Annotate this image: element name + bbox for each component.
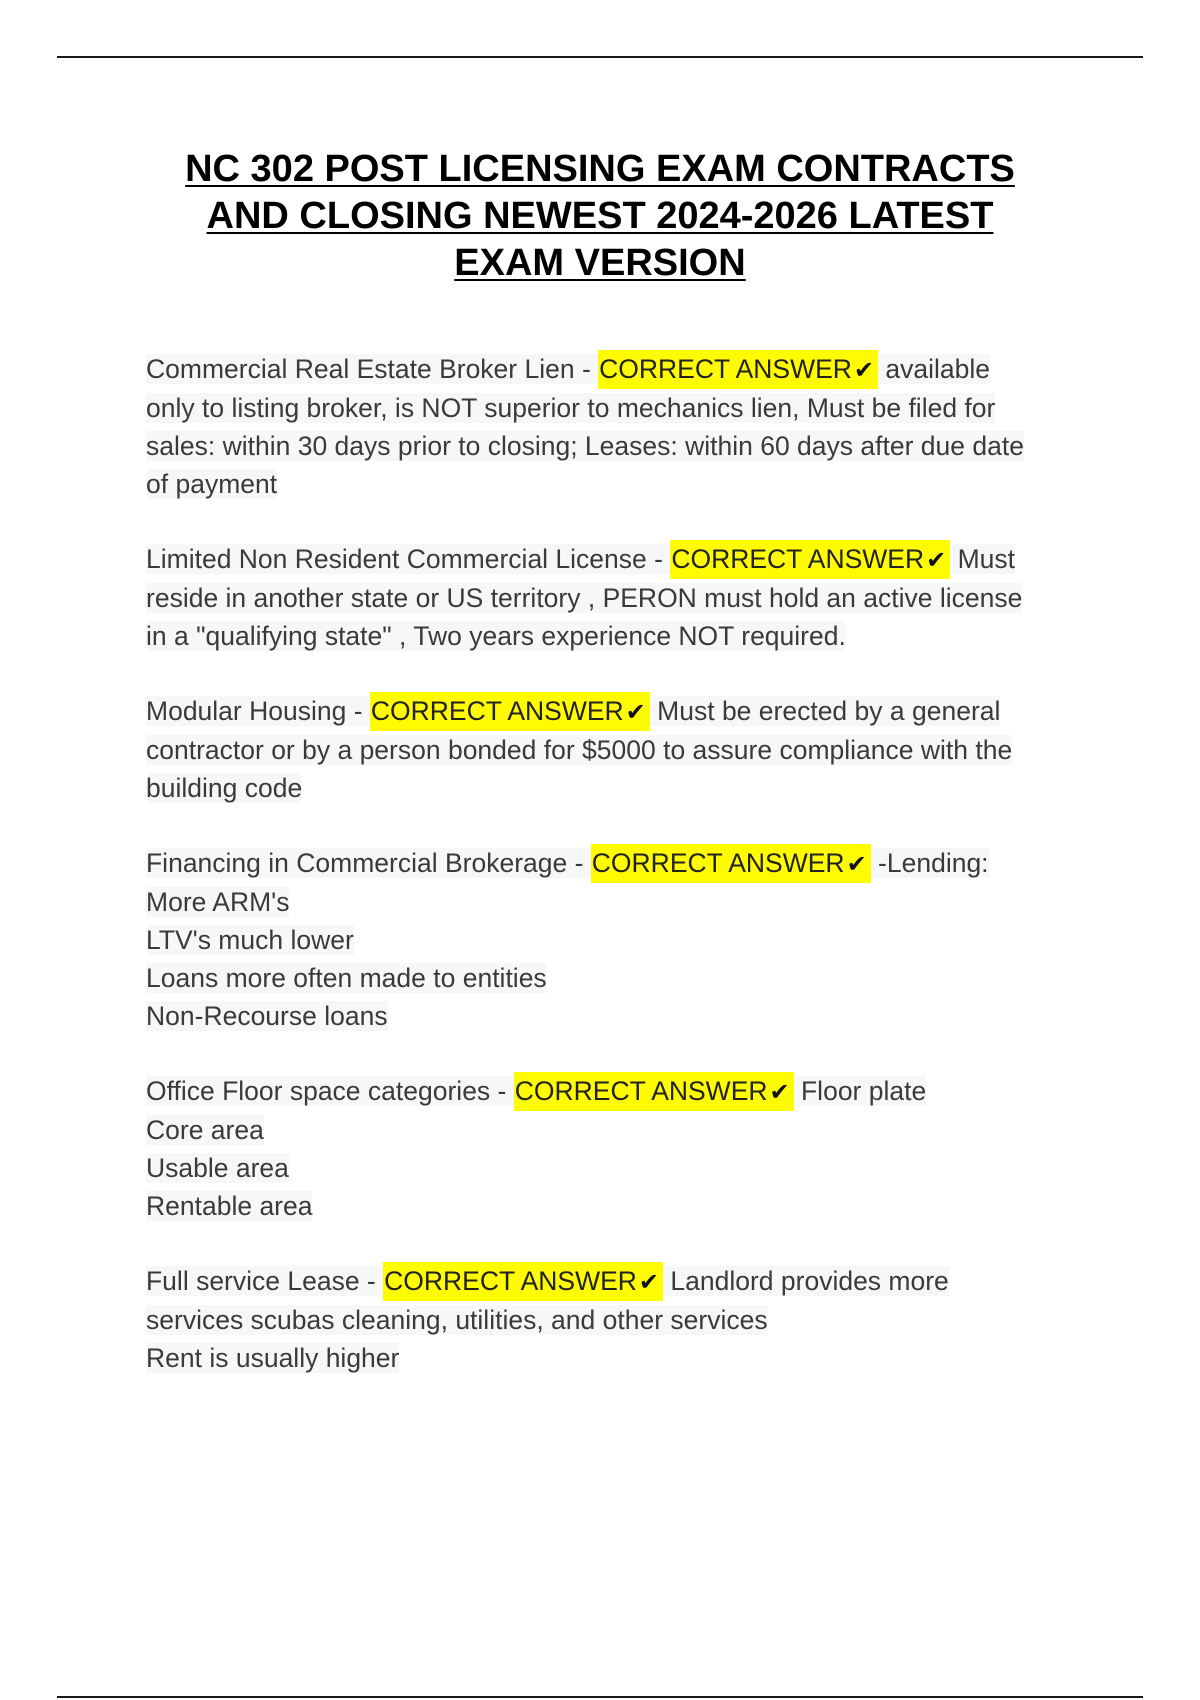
title-line: EXAM VERSION [454,242,746,284]
top-rule [57,56,1143,58]
answer-line: LTV's much lower [146,925,354,955]
answer-line: of payment [146,469,278,499]
answer-line: building code [146,773,303,803]
document-title [120,146,1080,287]
checkmark-icon: ✔ [853,356,875,384]
answer-text: Floor plate [801,1076,927,1106]
correct-answer-label: CORRECT ANSWER [514,1076,768,1106]
qa-entry [146,1072,1096,1225]
correct-answer-badge [591,844,871,883]
answer-text: -Lending: [878,848,989,878]
correct-answer-label: CORRECT ANSWER [599,354,852,384]
term: Full service Lease - [146,1266,376,1296]
answer-line: Rentable area [146,1191,313,1221]
correct-answer-label: CORRECT ANSWER [384,1266,637,1296]
term: Financing in Commercial Brokerage - [146,848,584,878]
qa-list [146,350,1096,1377]
answer-line: Loans more often made to entities [146,963,547,993]
checkmark-icon: ✔ [846,850,867,878]
answer-line: Core area [146,1115,264,1145]
term: Modular Housing - [146,696,363,726]
answer-text: available [885,354,991,384]
qa-entry [146,350,1096,503]
correct-answer-badge [383,1262,663,1301]
qa-entry [146,692,1096,807]
correct-answer-label: CORRECT ANSWER [370,696,624,726]
correct-answer-badge [370,692,650,731]
correct-answer-label: CORRECT ANSWER [671,544,925,574]
correct-answer-label: CORRECT ANSWER [591,848,845,878]
correct-answer-badge [598,350,878,389]
qa-entry [146,1262,1096,1377]
checkmark-icon: ✔ [769,1078,790,1106]
answer-line: in a "qualifying state" , Two years experience NOT required. [146,621,846,651]
answer-line: contractor or by a person bonded for $5000 to assure compliance with the [146,735,1013,765]
correct-answer-badge [670,540,950,579]
qa-entry [146,540,1096,655]
qa-entry [146,844,1096,1035]
answer-line: services scubas cleaning, utilities, and other services [146,1305,768,1335]
answer-text: Must [957,544,1016,574]
answer-line: Usable area [146,1153,289,1183]
title-line: NC 302 POST LICENSING EXAM CONTRACTS [185,148,1015,190]
checkmark-icon: ✔ [638,1268,660,1296]
term: Office Floor space categories - [146,1076,507,1106]
answer-line: Rent is usually higher [146,1343,400,1373]
answer-text: Must be erected by a general [657,696,1001,726]
correct-answer-badge [514,1072,794,1111]
term: Commercial Real Estate Broker Lien - [146,354,591,384]
checkmark-icon: ✔ [926,546,947,574]
answer-line: Non-Recourse loans [146,1001,388,1031]
term: Limited Non Resident Commercial License - [146,544,663,574]
checkmark-icon: ✔ [625,698,646,726]
bottom-rule [57,1696,1143,1698]
answer-line: More ARM's [146,887,290,917]
answer-line: only to listing broker, is NOT superior to mechanics lien, Must be filed for [146,393,996,423]
answer-text: Landlord provides more [670,1266,949,1296]
answer-line: sales: within 30 days prior to closing; Leases: within 60 days after due date [146,431,1024,461]
answer-line: reside in another state or US territory , PERON must hold an active license [146,583,1023,613]
title-line: AND CLOSING NEWEST 2024-2026 LATEST [206,195,994,237]
